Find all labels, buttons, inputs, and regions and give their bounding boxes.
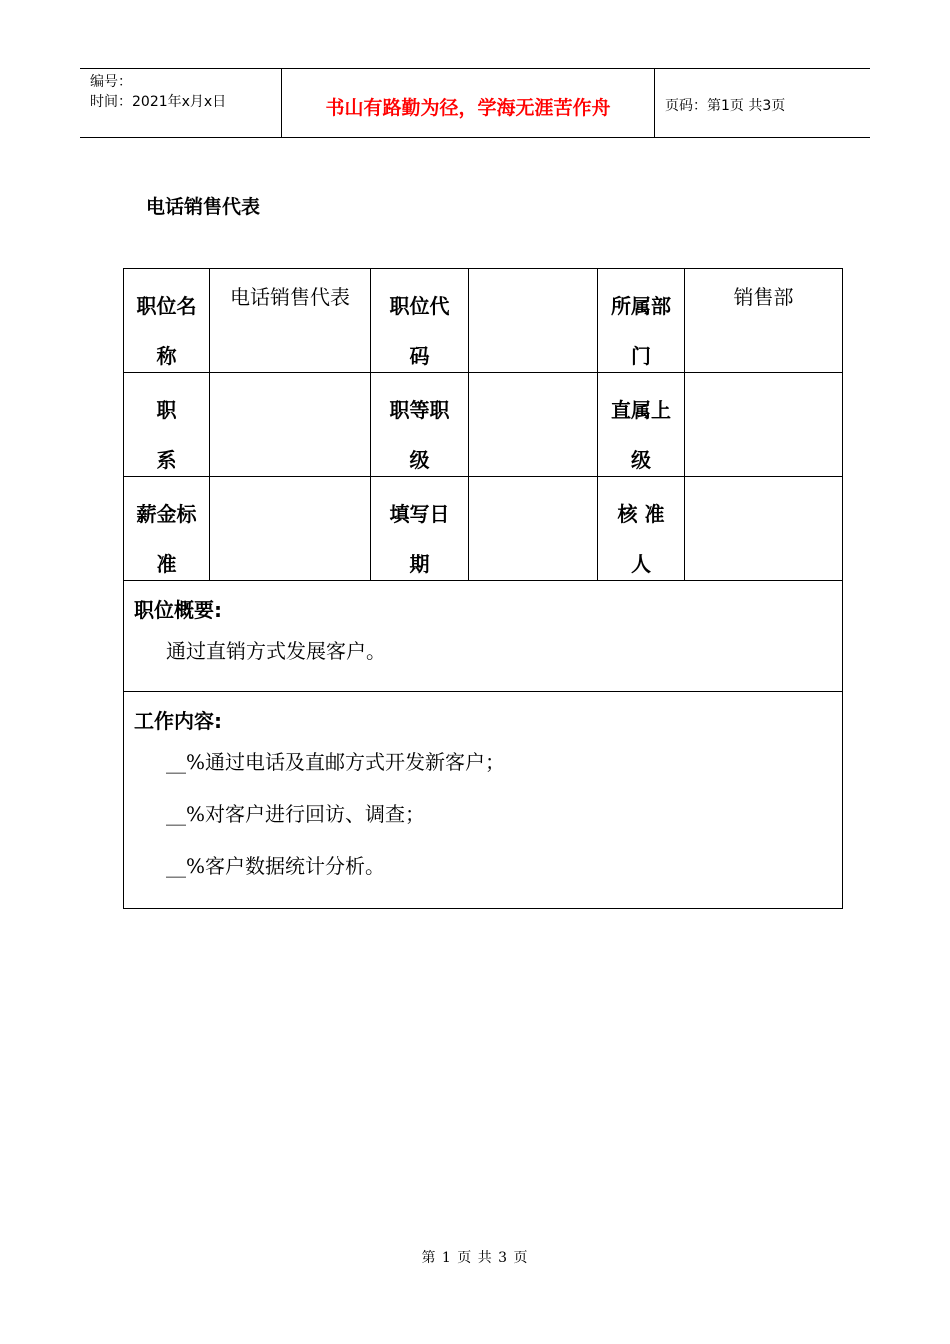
duties-section: [124, 692, 842, 908]
job-description-table: [123, 268, 843, 909]
label-department: 所属部 门: [611, 294, 671, 368]
table-row: [124, 269, 843, 373]
label-salary-standard: 薪金标 准: [136, 502, 197, 576]
time-label: 时间：2021年x月x日: [90, 94, 227, 110]
value-position-name: 电话销售代表: [230, 285, 350, 309]
value-job-grade: [469, 373, 597, 476]
page-footer: 第 1 页 共 3 页: [421, 1250, 529, 1266]
document-title: 电话销售代表: [146, 196, 261, 218]
duties-heading: 工作内容:: [134, 709, 222, 733]
table-row: [124, 477, 843, 581]
value-salary-standard: [210, 477, 370, 580]
label-fill-date: 填写日 期: [389, 502, 450, 576]
document-header: [80, 68, 870, 138]
value-approver: [685, 477, 842, 580]
position-summary-section: [124, 581, 842, 691]
label-approver: 核 准 人: [617, 502, 665, 576]
header-page-cell: [655, 69, 870, 137]
label-position-code: 职位代 码: [389, 294, 450, 368]
value-job-family: [210, 373, 370, 476]
summary-heading: 职位概要:: [134, 598, 222, 622]
table-row: [124, 692, 843, 909]
label-job-grade: 职等职 级: [389, 398, 450, 472]
header-meta-cell: [80, 69, 282, 137]
value-department: 销售部: [733, 285, 794, 309]
list-item: __%对客户进行回访、调查；: [166, 802, 426, 826]
motto-text: 书山有路勤为径，学海无涯苦作舟: [325, 97, 611, 119]
label-job-family: 职 系: [156, 398, 177, 472]
label-position-name: 职位名 称: [136, 294, 197, 368]
label-direct-supervisor: 直属上 级: [611, 398, 671, 472]
value-direct-supervisor: [685, 373, 842, 476]
table-row: [124, 581, 843, 692]
header-motto-cell: [282, 69, 655, 137]
value-fill-date: [469, 477, 597, 580]
summary-text: 通过直销方式发展客户。: [166, 639, 386, 663]
table-row: [124, 373, 843, 477]
number-label: 编号：: [90, 74, 132, 90]
page-info: 页码：第1页 共3页: [665, 98, 786, 114]
list-item: __%客户数据统计分析。: [166, 854, 386, 878]
list-item: __%通过电话及直邮方式开发新客户；: [166, 750, 506, 774]
value-position-code: [469, 269, 597, 372]
